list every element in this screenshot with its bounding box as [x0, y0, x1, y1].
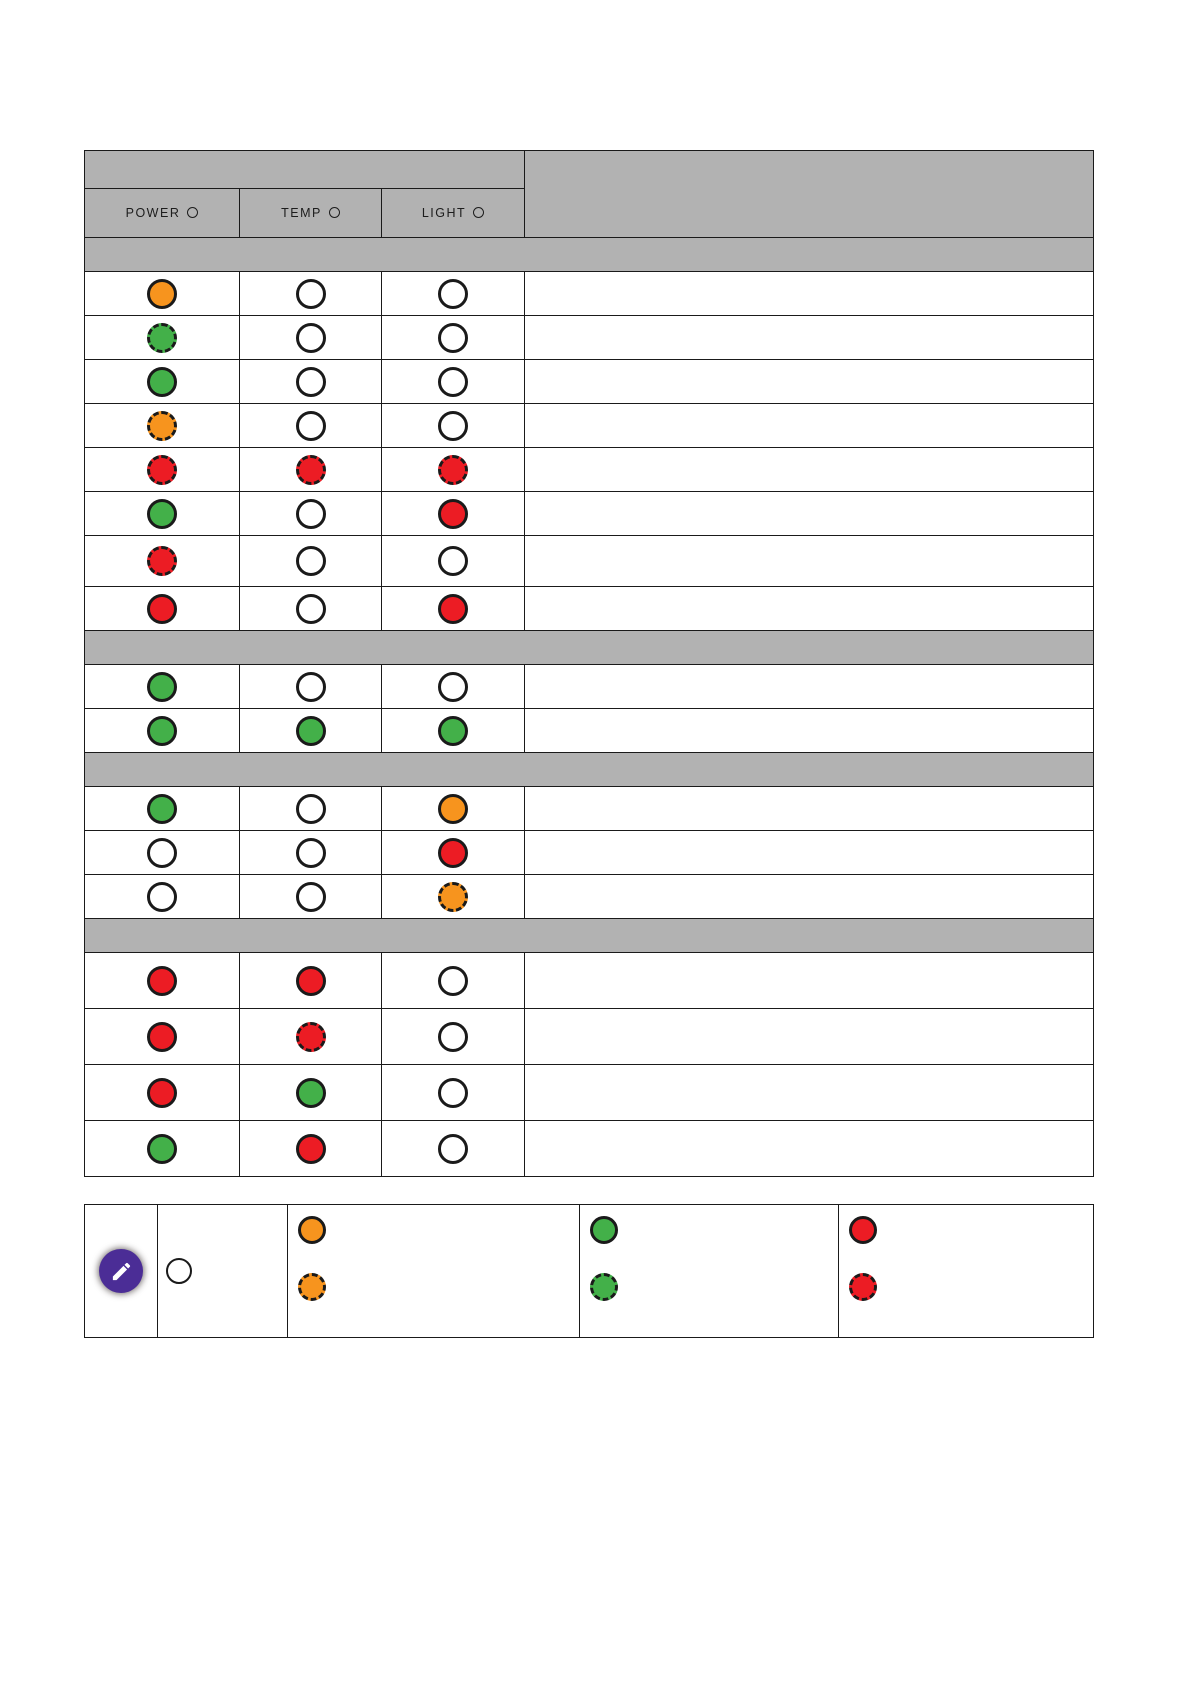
power-led-cell [85, 316, 240, 360]
light-led-red [438, 594, 468, 624]
section-title [85, 631, 1094, 665]
power-led-cell [85, 875, 240, 919]
power-led-orange [147, 279, 177, 309]
light-led-off [438, 1078, 468, 1108]
led-green-icon [590, 1216, 618, 1244]
temp-label: TEMP [281, 206, 322, 220]
temp-led-off [296, 882, 326, 912]
temp-led-cell [240, 787, 382, 831]
led-red-flashing-icon [849, 1273, 877, 1301]
description-cell [525, 316, 1094, 360]
description-cell [525, 665, 1094, 709]
power-label: POWER [125, 206, 181, 220]
section-title [85, 238, 1094, 272]
description-cell [525, 1121, 1094, 1177]
power-led-red [147, 594, 177, 624]
power-led-cell [85, 404, 240, 448]
temp-led-cell [240, 492, 382, 536]
power-led-cell [85, 953, 240, 1009]
temp-led-off [296, 672, 326, 702]
power-led-cell [85, 360, 240, 404]
power-led-red-flashing [147, 455, 177, 485]
led-orange-icon [298, 1216, 326, 1244]
light-led-off [438, 367, 468, 397]
power-led-orange-flashing [147, 411, 177, 441]
light-led-off [438, 411, 468, 441]
light-led-off [438, 1134, 468, 1164]
temp-led-cell [240, 665, 382, 709]
description-cell [525, 709, 1094, 753]
power-led-cell [85, 536, 240, 587]
power-led-green [147, 794, 177, 824]
light-led-off [438, 966, 468, 996]
light-led-off [438, 279, 468, 309]
light-led-green [438, 716, 468, 746]
status-header-cell [525, 151, 1094, 238]
temp-led-cell [240, 404, 382, 448]
temp-led-cell [240, 1009, 382, 1065]
light-led-cell [382, 1065, 525, 1121]
light-column-header [382, 189, 525, 238]
light-led-red-flashing [438, 455, 468, 485]
description-cell [525, 272, 1094, 316]
light-led-cell [382, 316, 525, 360]
circle-outline-icon [187, 207, 198, 218]
temp-led-cell [240, 1121, 382, 1177]
power-led-cell [85, 272, 240, 316]
temp-led-off [296, 594, 326, 624]
temp-column-header [240, 189, 382, 238]
temp-led-cell [240, 875, 382, 919]
section-title [85, 919, 1094, 953]
temp-led-green [296, 716, 326, 746]
description-cell [525, 404, 1094, 448]
light-label: LIGHT [421, 206, 467, 220]
power-led-green [147, 672, 177, 702]
led-red-icon [849, 1216, 877, 1244]
light-led-off [438, 546, 468, 576]
light-led-cell [382, 1121, 525, 1177]
light-led-cell [382, 272, 525, 316]
description-cell [525, 448, 1094, 492]
indicator-header-cell [85, 151, 525, 189]
light-led-cell [382, 1009, 525, 1065]
power-led-red [147, 966, 177, 996]
circle-outline-icon [473, 207, 484, 218]
legend-item-green [580, 1205, 839, 1337]
power-led-cell [85, 1009, 240, 1065]
power-led-cell [85, 492, 240, 536]
light-led-cell [382, 665, 525, 709]
circle-outline-icon [329, 207, 340, 218]
description-cell [525, 587, 1094, 631]
description-cell [525, 875, 1094, 919]
light-led-cell [382, 536, 525, 587]
light-led-cell [382, 587, 525, 631]
note-icon-cell [85, 1205, 158, 1337]
temp-led-off [296, 323, 326, 353]
description-cell [525, 360, 1094, 404]
temp-led-off [296, 367, 326, 397]
temp-led-cell [240, 1065, 382, 1121]
temp-led-cell [240, 272, 382, 316]
power-led-red-flashing [147, 546, 177, 576]
light-led-orange [438, 794, 468, 824]
power-led-red [147, 1078, 177, 1108]
legend-item-off [158, 1205, 288, 1337]
description-cell [525, 787, 1094, 831]
temp-led-cell [240, 448, 382, 492]
legend-item-orange [288, 1205, 580, 1337]
indicator-table-wrap [84, 150, 1094, 1177]
section-title [85, 753, 1094, 787]
indicator-table-body [85, 238, 1094, 1177]
temp-led-cell [240, 360, 382, 404]
power-led-cell [85, 709, 240, 753]
temp-led-red [296, 1134, 326, 1164]
temp-led-off [296, 794, 326, 824]
temp-led-cell [240, 709, 382, 753]
legend-box [84, 1204, 1094, 1338]
power-led-cell [85, 787, 240, 831]
light-led-cell [382, 448, 525, 492]
light-led-cell [382, 787, 525, 831]
light-led-cell [382, 492, 525, 536]
temp-led-off [296, 499, 326, 529]
power-led-off [147, 882, 177, 912]
power-column-header [85, 189, 240, 238]
power-led-green [147, 1134, 177, 1164]
temp-led-off [296, 838, 326, 868]
temp-led-off [296, 546, 326, 576]
led-off-icon [166, 1258, 192, 1284]
power-led-cell [85, 1065, 240, 1121]
light-led-off [438, 323, 468, 353]
light-led-cell [382, 875, 525, 919]
temp-led-red-flashing [296, 1022, 326, 1052]
temp-led-red [296, 966, 326, 996]
power-led-off [147, 838, 177, 868]
description-cell [525, 492, 1094, 536]
power-led-green [147, 716, 177, 746]
temp-led-green [296, 1078, 326, 1108]
description-cell [525, 536, 1094, 587]
temp-led-cell [240, 953, 382, 1009]
temp-led-red-flashing [296, 455, 326, 485]
temp-led-off [296, 279, 326, 309]
light-led-cell [382, 953, 525, 1009]
temp-led-cell [240, 831, 382, 875]
light-led-red [438, 499, 468, 529]
description-cell [525, 1009, 1094, 1065]
temp-led-cell [240, 536, 382, 587]
temp-led-cell [240, 316, 382, 360]
description-cell [525, 831, 1094, 875]
light-led-cell [382, 360, 525, 404]
power-led-red [147, 1022, 177, 1052]
power-led-green [147, 367, 177, 397]
light-led-cell [382, 709, 525, 753]
power-led-cell [85, 587, 240, 631]
led-orange-flashing-icon [298, 1273, 326, 1301]
power-led-green [147, 499, 177, 529]
power-led-cell [85, 1121, 240, 1177]
power-led-cell [85, 831, 240, 875]
power-led-cell [85, 448, 240, 492]
light-led-cell [382, 831, 525, 875]
light-led-off [438, 672, 468, 702]
light-led-cell [382, 404, 525, 448]
indicator-status-table [84, 150, 1094, 1177]
power-led-green-flashing [147, 323, 177, 353]
light-led-red [438, 838, 468, 868]
description-cell [525, 953, 1094, 1009]
power-led-cell [85, 665, 240, 709]
led-green-flashing-icon [590, 1273, 618, 1301]
light-led-off [438, 1022, 468, 1052]
temp-led-off [296, 411, 326, 441]
pencil-note-icon [99, 1249, 143, 1293]
description-cell [525, 1065, 1094, 1121]
temp-led-cell [240, 587, 382, 631]
legend-item-red [839, 1205, 1093, 1337]
light-led-orange-flashing [438, 882, 468, 912]
